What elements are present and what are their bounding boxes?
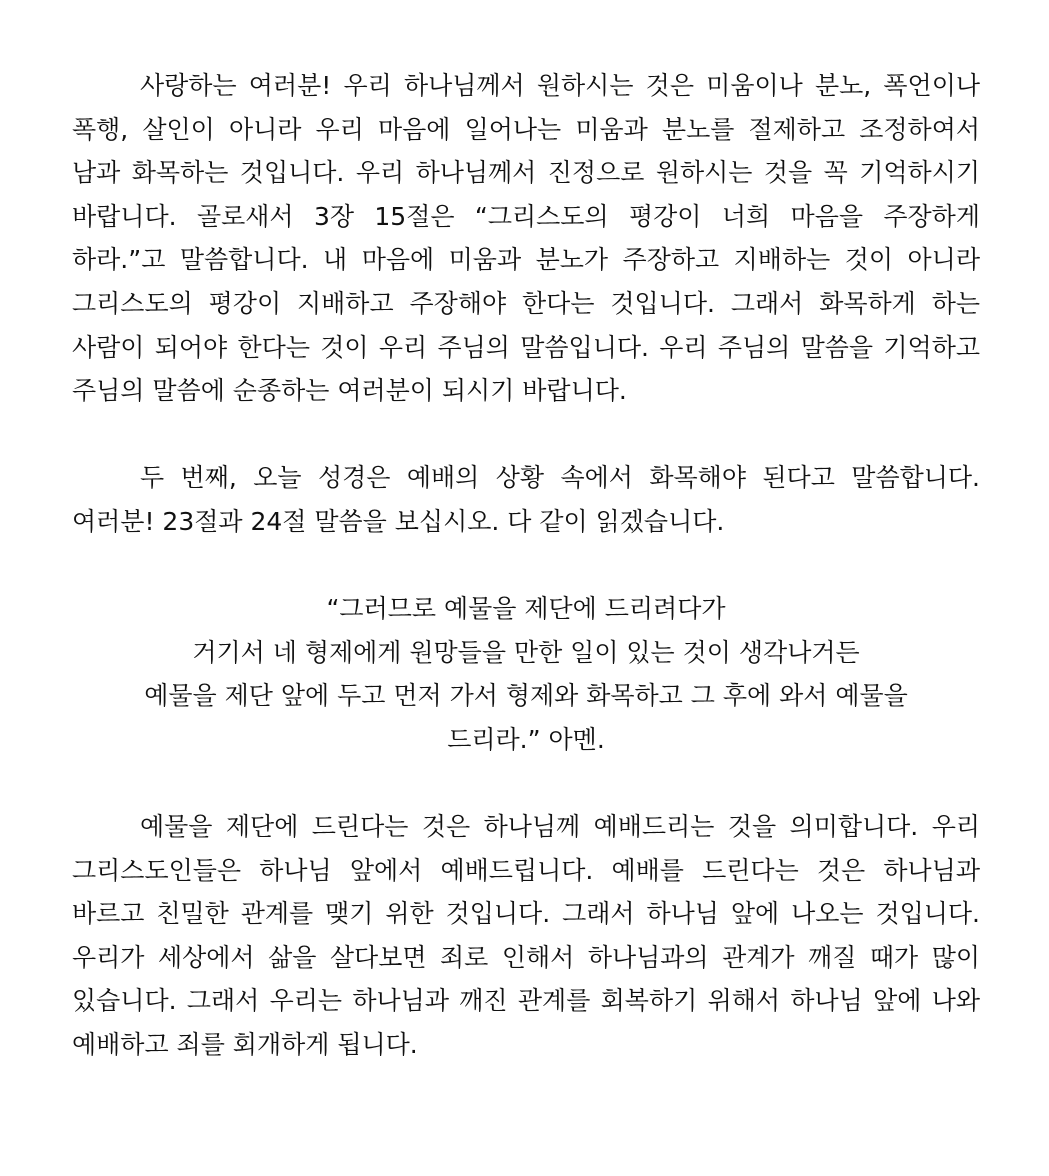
quote-line: 드리라.” 아멘. xyxy=(447,724,605,754)
scripture-quote xyxy=(72,587,980,761)
quote-line: 예물을 제단 앞에 두고 먼저 가서 형제와 화목하고 그 후에 와서 예물을 xyxy=(144,681,908,711)
quote-line: 거기서 네 형제에게 원망들을 만한 일이 있는 것이 생각나거든 xyxy=(192,637,860,667)
paragraph-2: 두 번째, 오늘 성경은 예배의 상황 속에서 화목해야 된다고 말씀합니다. 여러분! 23절과 24절 말씀을 보십시오. 다 같이 읽겠습니다. xyxy=(72,463,980,536)
paragraph-spacer xyxy=(72,544,980,588)
paragraph-1: 사랑하는 여러분! 우리 하나님께서 원하시는 것은 미움이나 분노, 폭언이나 폭행, 살인이 아니라 우리 마음에 일어나는 미움과 분노를 절제하고 조정하여서 남과 화목하는 것입니다. 우리 하나님께서 진정으로 원하시는 것을 꼭 기억하시기 바랍니다. 골로새서 3장 15절은 “그리스도의 평강이 너희 마음을 주장하게 하라.”고 말씀합니다. 내 마음에 미움과 분노가 주장하고 지배하는 것이 아니라 그리스도의 평강이 지배하고 주장해야 한다는 것입니다. 그래서 화목하게 하는 사람이 되어야 한다는 것이 우리 주님의 말씀입니다. 우리 주님의 말씀을 기억하고 주님의 말씀에 순종하는 여러분이 되시기 바랍니다. xyxy=(72,71,980,406)
paragraph-3: 예물을 제단에 드린다는 것은 하나님께 예배드리는 것을 의미합니다. 우리 그리스도인들은 하나님 앞에서 예배드립니다. 예배를 드린다는 것은 하나님과 바르고 친밀한 관계를 맺기 위한 것입니다. 그래서 하나님 앞에 나오는 것입니다. 우리가 세상에서 삶을 살다보면 죄로 인해서 하나님과의 관계가 깨질 때가 많이 있습니다. 그래서 우리는 하나님과 깨진 관계를 회복하기 위해서 하나님 앞에 나와 예배하고 죄를 회개하게 됩니다. xyxy=(72,812,980,1060)
paragraph-spacer xyxy=(72,762,980,806)
document-page xyxy=(72,64,980,1067)
paragraph-spacer xyxy=(72,413,980,457)
quote-line: “그러므로 예물을 제단에 드리려다가 xyxy=(326,594,726,624)
